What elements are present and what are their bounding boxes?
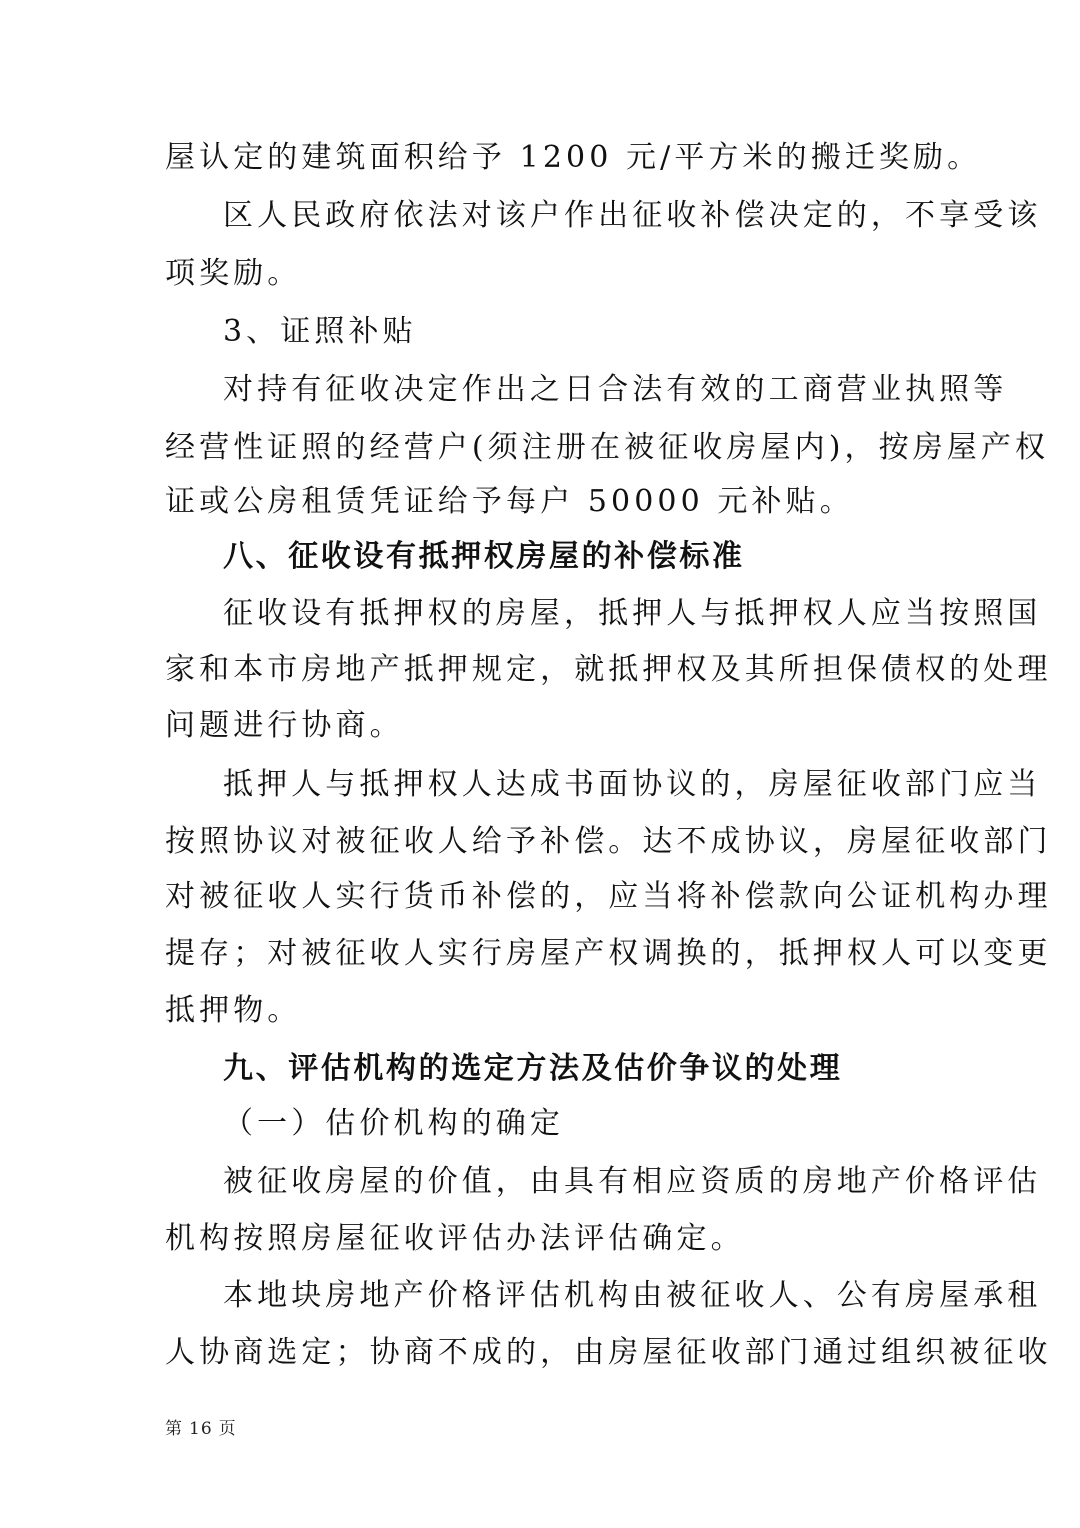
text-line-12: 抵押人与抵押权人达成书面协议的，房屋征收部门应当 — [223, 767, 1042, 802]
text-line-11: 问题进行协商。 — [165, 708, 404, 743]
text-line-1: 屋认定的建筑面积给予 1200 元/平方米的搬迁奖励。 — [165, 140, 982, 175]
text-line-13: 按照协议对被征收人给予补偿。达不成协议，房屋征收部门 — [165, 824, 1052, 859]
text-line-20: 机构按照房屋征收评估办法评估确定。 — [165, 1221, 745, 1256]
page-footer — [165, 1417, 237, 1441]
text-line-10: 家和本市房地产抵押规定，就抵押权及其所担保债权的处理 — [165, 652, 1052, 687]
footer-suffix: 页 — [218, 1419, 237, 1439]
text-line-19: 被征收房屋的价值，由具有相应资质的房地产价格评估 — [223, 1164, 1042, 1199]
section-heading-8: 八、征收设有抵押权房屋的补偿标准 — [223, 539, 745, 574]
text-line-15: 提存；对被征收人实行房屋产权调换的，抵押权人可以变更 — [165, 936, 1052, 971]
text-line-5: 对持有征收决定作出之日合法有效的工商营业执照等 — [223, 372, 1008, 407]
text-line-9: 征收设有抵押权的房屋，抵押人与抵押权人应当按照国 — [223, 596, 1042, 631]
text-line-3: 项奖励。 — [165, 256, 302, 291]
text-line-22: 人协商选定；协商不成的，由房屋征收部门通过组织被征收 — [165, 1335, 1052, 1370]
text-line-16: 抵押物。 — [165, 993, 302, 1028]
subheading-appraiser: （一）估价机构的确定 — [223, 1106, 564, 1141]
subheading-license-subsidy: 3、证照补贴 — [223, 314, 417, 349]
text-line-6: 经营性证照的经营户(须注册在被征收房屋内)，按房屋产权 — [165, 430, 1050, 465]
page-number: 16 — [189, 1419, 213, 1439]
footer-prefix: 第 — [165, 1419, 183, 1439]
section-heading-9: 九、评估机构的选定方法及估价争议的处理 — [223, 1051, 843, 1086]
text-line-7: 证或公房租赁凭证给予每户 50000 元补贴。 — [165, 484, 854, 519]
text-line-21: 本地块房地产价格评估机构由被征收人、公有房屋承租 — [223, 1278, 1042, 1313]
text-line-2: 区人民政府依法对该户作出征收补偿决定的，不享受该 — [223, 198, 1042, 233]
text-line-14: 对被征收人实行货币补偿的，应当将补偿款向公证机构办理 — [165, 879, 1052, 914]
